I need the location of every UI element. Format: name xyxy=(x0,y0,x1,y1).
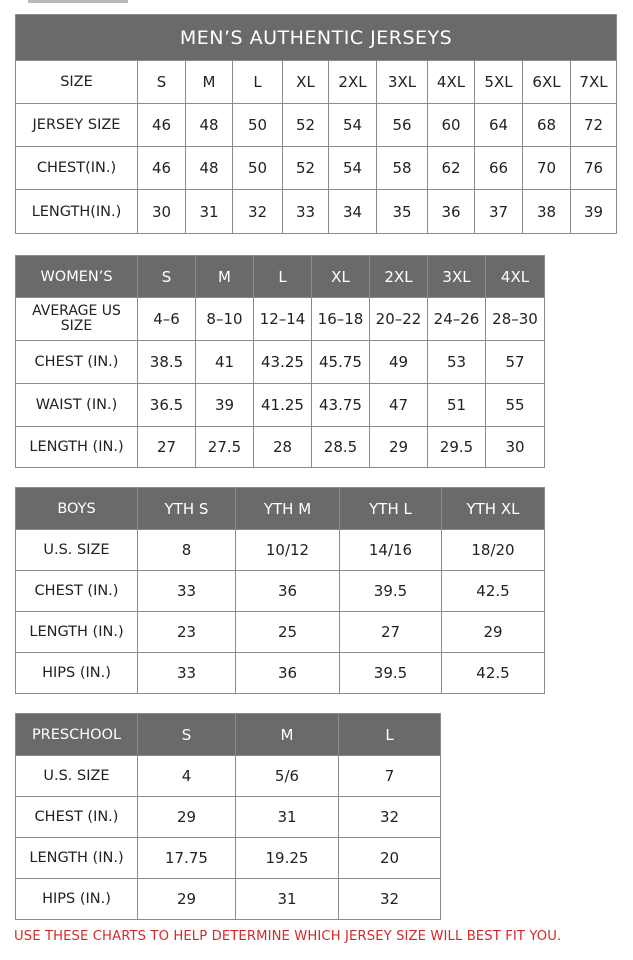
table-cell: 38.5 xyxy=(138,341,196,384)
mens-header-cell: 7XL xyxy=(571,61,617,104)
row-label: HIPS (IN.) xyxy=(16,653,138,694)
table-row xyxy=(16,384,545,427)
preschool-header-cell: L xyxy=(339,714,441,756)
table-cell: 57 xyxy=(486,341,545,384)
table-row xyxy=(16,530,545,571)
table-cell: 29 xyxy=(138,797,236,838)
table-cell: 36 xyxy=(428,190,475,234)
table-cell: 48 xyxy=(186,147,233,190)
womens-header-cell: M xyxy=(196,256,254,298)
boys-header-cell: YTH S xyxy=(138,488,236,530)
table-cell: 30 xyxy=(138,190,186,234)
row-label: WAIST (IN.) xyxy=(16,384,138,427)
table-row xyxy=(16,653,545,694)
womens-header-cell: S xyxy=(138,256,196,298)
mens-header-cell: M xyxy=(186,61,233,104)
table-cell: 54 xyxy=(329,104,377,147)
table-cell: 66 xyxy=(475,147,523,190)
table-cell: 56 xyxy=(377,104,428,147)
table-cell: 36 xyxy=(236,571,340,612)
table-cell: 31 xyxy=(236,879,339,920)
table-cell: 4 xyxy=(138,756,236,797)
table-cell: 23 xyxy=(138,612,236,653)
table-cell: 18/20 xyxy=(442,530,545,571)
table-cell: 12–14 xyxy=(254,298,312,341)
table-cell: 10/12 xyxy=(236,530,340,571)
row-label: LENGTH(IN.) xyxy=(16,190,138,234)
table-cell: 8 xyxy=(138,530,236,571)
table-cell: 32 xyxy=(339,797,441,838)
table-cell: 30 xyxy=(486,427,545,468)
table-cell: 68 xyxy=(523,104,571,147)
table-row xyxy=(16,879,441,920)
table-row xyxy=(16,190,617,234)
table-cell: 39 xyxy=(571,190,617,234)
table-cell: 14/16 xyxy=(340,530,442,571)
table-cell: 29.5 xyxy=(428,427,486,468)
row-label: CHEST (IN.) xyxy=(16,571,138,612)
boys-header-cell: YTH XL xyxy=(442,488,545,530)
table-cell: 49 xyxy=(370,341,428,384)
boys-header-cell: BOYS xyxy=(16,488,138,530)
womens-header-row xyxy=(16,256,545,298)
preschool-header-cell: S xyxy=(138,714,236,756)
table-cell: 16–18 xyxy=(312,298,370,341)
table-cell: 42.5 xyxy=(442,653,545,694)
table-cell: 29 xyxy=(370,427,428,468)
womens-size-table xyxy=(15,255,545,468)
row-label: LENGTH (IN.) xyxy=(16,427,138,468)
table-cell: 33 xyxy=(138,571,236,612)
table-cell: 52 xyxy=(283,147,329,190)
table-cell: 24–26 xyxy=(428,298,486,341)
mens-header-cell: L xyxy=(233,61,283,104)
table-cell: 58 xyxy=(377,147,428,190)
row-label: CHEST(IN.) xyxy=(16,147,138,190)
row-label: CHEST (IN.) xyxy=(16,797,138,838)
table-cell: 54 xyxy=(329,147,377,190)
table-cell: 48 xyxy=(186,104,233,147)
table-cell: 62 xyxy=(428,147,475,190)
table-cell: 33 xyxy=(138,653,236,694)
table-cell: 72 xyxy=(571,104,617,147)
table-row xyxy=(16,147,617,190)
table-cell: 38 xyxy=(523,190,571,234)
table-cell: 35 xyxy=(377,190,428,234)
row-label: U.S. SIZE xyxy=(16,756,138,797)
table-cell: 41.25 xyxy=(254,384,312,427)
table-cell: 76 xyxy=(571,147,617,190)
table-cell: 17.75 xyxy=(138,838,236,879)
mens-size-table xyxy=(15,14,617,234)
preschool-header-cell: M xyxy=(236,714,339,756)
table-cell: 31 xyxy=(236,797,339,838)
table-row xyxy=(16,427,545,468)
mens-header-cell: 4XL xyxy=(428,61,475,104)
table-cell: 47 xyxy=(370,384,428,427)
table-cell: 39.5 xyxy=(340,571,442,612)
table-cell: 28.5 xyxy=(312,427,370,468)
preschool-header-cell: PRESCHOOL xyxy=(16,714,138,756)
table-cell: 51 xyxy=(428,384,486,427)
table-cell: 39.5 xyxy=(340,653,442,694)
womens-header-cell: 3XL xyxy=(428,256,486,298)
table-row xyxy=(16,298,545,341)
table-cell: 36 xyxy=(236,653,340,694)
table-cell: 45.75 xyxy=(312,341,370,384)
table-cell: 29 xyxy=(138,879,236,920)
table-cell: 39 xyxy=(196,384,254,427)
row-label: AVERAGE US SIZE xyxy=(16,298,138,341)
table-cell: 43.75 xyxy=(312,384,370,427)
table-cell: 8–10 xyxy=(196,298,254,341)
table-cell: 27 xyxy=(340,612,442,653)
table-row xyxy=(16,756,441,797)
table-row xyxy=(16,797,441,838)
table-cell: 53 xyxy=(428,341,486,384)
table-cell: 31 xyxy=(186,190,233,234)
boys-header-row xyxy=(16,488,545,530)
table-cell: 7 xyxy=(339,756,441,797)
table-cell: 70 xyxy=(523,147,571,190)
mens-header-row xyxy=(16,61,617,104)
row-label: LENGTH (IN.) xyxy=(16,612,138,653)
womens-header-cell: WOMEN’S xyxy=(16,256,138,298)
table-cell: 43.25 xyxy=(254,341,312,384)
table-cell: 46 xyxy=(138,147,186,190)
table-cell: 33 xyxy=(283,190,329,234)
table-cell: 25 xyxy=(236,612,340,653)
row-label: U.S. SIZE xyxy=(16,530,138,571)
womens-header-cell: 4XL xyxy=(486,256,545,298)
table-cell: 20 xyxy=(339,838,441,879)
table-cell: 4–6 xyxy=(138,298,196,341)
footer-note: USE THESE CHARTS TO HELP DETERMINE WHICH JERSEY SIZE WILL BEST FIT YOU. xyxy=(14,929,562,944)
table-cell: 32 xyxy=(233,190,283,234)
womens-header-cell: 2XL xyxy=(370,256,428,298)
row-label: CHEST (IN.) xyxy=(16,341,138,384)
table-cell: 50 xyxy=(233,104,283,147)
table-row xyxy=(16,104,617,147)
table-cell: 19.25 xyxy=(236,838,339,879)
womens-header-cell: L xyxy=(254,256,312,298)
table-cell: 32 xyxy=(339,879,441,920)
mens-header-cell: 6XL xyxy=(523,61,571,104)
table-cell: 37 xyxy=(475,190,523,234)
top-divider xyxy=(28,0,128,3)
mens-header-cell: S xyxy=(138,61,186,104)
table-cell: 27.5 xyxy=(196,427,254,468)
table-row xyxy=(16,571,545,612)
mens-header-cell: 3XL xyxy=(377,61,428,104)
mens-header-cell: SIZE xyxy=(16,61,138,104)
womens-header-cell: XL xyxy=(312,256,370,298)
row-label: JERSEY SIZE xyxy=(16,104,138,147)
mens-header-cell: 5XL xyxy=(475,61,523,104)
boys-size-table xyxy=(15,487,545,694)
table-cell: 5/6 xyxy=(236,756,339,797)
mens-header-cell: 2XL xyxy=(329,61,377,104)
mens-header-cell: XL xyxy=(283,61,329,104)
table-cell: 20–22 xyxy=(370,298,428,341)
preschool-size-table xyxy=(15,713,441,920)
table-cell: 60 xyxy=(428,104,475,147)
table-cell: 46 xyxy=(138,104,186,147)
table-cell: 36.5 xyxy=(138,384,196,427)
boys-header-cell: YTH M xyxy=(236,488,340,530)
table-cell: 52 xyxy=(283,104,329,147)
table-cell: 29 xyxy=(442,612,545,653)
table-cell: 34 xyxy=(329,190,377,234)
row-label: LENGTH (IN.) xyxy=(16,838,138,879)
table-row xyxy=(16,341,545,384)
preschool-header-row xyxy=(16,714,441,756)
mens-table-title: MEN’S AUTHENTIC JERSEYS xyxy=(16,15,617,61)
table-cell: 41 xyxy=(196,341,254,384)
table-cell: 28 xyxy=(254,427,312,468)
table-cell: 64 xyxy=(475,104,523,147)
table-cell: 42.5 xyxy=(442,571,545,612)
table-cell: 50 xyxy=(233,147,283,190)
table-row xyxy=(16,838,441,879)
row-label: HIPS (IN.) xyxy=(16,879,138,920)
boys-header-cell: YTH L xyxy=(340,488,442,530)
table-cell: 55 xyxy=(486,384,545,427)
table-cell: 27 xyxy=(138,427,196,468)
table-cell: 28–30 xyxy=(486,298,545,341)
table-row xyxy=(16,612,545,653)
